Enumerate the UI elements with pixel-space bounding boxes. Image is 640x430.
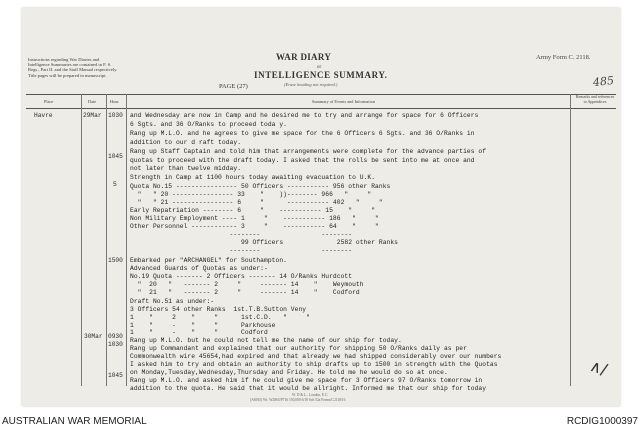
entry-hour: 1045 bbox=[108, 372, 123, 379]
summary-line: Strength in Camp at 1100 hours today awaiting evacuation to U.K. bbox=[130, 174, 376, 181]
handwritten-mark: ∧/ bbox=[587, 355, 610, 380]
entry-hour: 5 bbox=[113, 181, 117, 188]
summary-line: Rang up Commandant and explained that our authority for shipping 50 O/Ranks daily as per bbox=[130, 345, 467, 352]
summary-line: 99 Officers 2582 other Ranks bbox=[130, 239, 399, 246]
summary-line: " 20 " ------- 2 " ------- 14 " Weymouth bbox=[130, 281, 364, 288]
entry-hour: 1030 bbox=[108, 112, 123, 119]
instructions-note: Instructions regarding War Diaries and Intelligence Summaries are contained in F. S. Regs., Part II. and the Staff Manual respectively. Title pages will be prepared in manuscript. bbox=[28, 57, 118, 78]
record-id: RCDIG1000397 bbox=[566, 416, 638, 427]
summary-line: No.19 Quota ------- 2 Officers ------- 14 O/Ranks Hurdcott bbox=[130, 273, 353, 280]
entry-place: Havre bbox=[34, 112, 53, 119]
summary-line: Rang up M.L.O. and asked him if he could give me space for 3 Officers 97 O/Ranks tomorrow in bbox=[130, 377, 483, 384]
summary-line: 1 " - " " Codford bbox=[130, 329, 268, 336]
col-header-place: Place bbox=[44, 99, 54, 104]
summary-line: not later than twelve midday. bbox=[130, 165, 242, 172]
summary-line: Embarked per "ARCHANGEL" for Southampton. bbox=[130, 257, 287, 264]
printer-imprint: W. D & L., London, E.C. bbox=[292, 393, 329, 397]
summary-line: Quota No.15 ---------------- 50 Officers ----------- 956 other Ranks bbox=[130, 183, 391, 190]
summary-line: Rang up M.L.O. but he could not tell me the name of our ship for today. bbox=[130, 337, 402, 344]
entry-hour: 0930 bbox=[108, 333, 123, 340]
summary-line: Early Repatriation -------- 6 " ----------- 15 " " bbox=[130, 207, 376, 214]
page-label: PAGE (27) bbox=[219, 83, 248, 90]
title-subtitle: (Erase heading not required.) bbox=[284, 82, 338, 87]
summary-line: Rang up Staff Captain and told him that arrangements were complete for the advance parties of bbox=[130, 148, 487, 155]
summary-line: 3 Officers 54 other Ranks 1st.T.B.Sutton Veny bbox=[130, 306, 307, 313]
col-rule-remarks bbox=[570, 94, 571, 386]
entry-date: 30Mar bbox=[84, 333, 103, 340]
summary-line: 1 " - " " Parkhouse bbox=[130, 322, 276, 329]
summary-line: Draft No.51 as under:- bbox=[130, 298, 215, 305]
summary-line: addition to our d raft today. bbox=[130, 139, 242, 146]
summary-line: 1 " 2 " " 1st.C.D. " " bbox=[130, 314, 310, 321]
table-top-rule bbox=[26, 94, 616, 95]
summary-line: -------- -------- bbox=[130, 231, 353, 238]
col-rule-place bbox=[81, 94, 82, 386]
table-header-rule bbox=[26, 108, 616, 109]
summary-line: " " 21 ---------------- 6 " ----------- 402 " " bbox=[130, 199, 383, 206]
col-rule-hour bbox=[126, 94, 127, 386]
summary-line: " " 20 ---------------- 33 " ))-------- 966 " " bbox=[130, 191, 372, 198]
col-rule-date bbox=[106, 94, 107, 386]
col-header-date: Date bbox=[88, 99, 97, 104]
handwritten-page-number: 485 bbox=[592, 73, 615, 90]
entry-hour: 1500 bbox=[108, 257, 123, 264]
entry-hour: 1045 bbox=[108, 153, 123, 160]
summary-line: 6 Sgts. and 36 O/Ranks to proceed toda y. bbox=[130, 121, 287, 128]
summary-line: Other Personnel ------------ 3 " ----------- 64 " " bbox=[130, 223, 379, 230]
col-header-hour: Hour bbox=[110, 99, 119, 104]
diary-title: WAR DIARY bbox=[276, 52, 332, 62]
summary-line: Non Military Employment ---- 1 " ----------- 186 " " bbox=[130, 215, 379, 222]
printer-imprint-2: (A6935) Wt. W2865/P716 150,000 6/18 Sch 52a Forms/C2118/16 bbox=[250, 398, 346, 402]
summary-line: Rang up M.L.O. and he agrees to give me space for the 6 Officers 6 Sgts. and 36 O/Ranks in bbox=[130, 130, 475, 137]
summary-line: Advanced Guards of Quotas as under:- bbox=[130, 265, 268, 272]
summary-line: on Monday,Tuesday,Wednesday,Thursday and Friday. He told me he would do so at once. bbox=[130, 369, 448, 376]
diary-title-2: INTELLIGENCE SUMMARY. bbox=[254, 70, 388, 80]
col-header-summary: Summary of Events and Information bbox=[312, 99, 376, 104]
summary-line: I asked him to try and obtain an authority to ship drafts up to 1500 in strength with the Quotas bbox=[130, 361, 498, 368]
summary-line: and Wednesday are now in Camp and he desired me to try and arrange for space for 6 Officers bbox=[130, 112, 479, 119]
diary-page bbox=[22, 8, 620, 406]
title-or: or bbox=[317, 65, 322, 70]
caption-bar bbox=[0, 406, 640, 430]
summary-line: addition to the quota. He said that it would be allright. Informed me that our ship for today bbox=[130, 385, 487, 392]
summary-line: quotas to proceed with the draft today. I asked that the rolls be sent into me at once and bbox=[130, 157, 475, 164]
summary-line: -------- -------- bbox=[130, 247, 353, 254]
col-header-remarks: Remarks and references to Appendices bbox=[575, 94, 615, 104]
archive-name: AUSTRALIAN WAR MEMORIAL bbox=[2, 416, 147, 427]
summary-line: " 21 " ------- 2 " ------- 14 " Codford bbox=[130, 289, 360, 296]
entry-date: 29Mar bbox=[83, 112, 102, 119]
army-form-label: Army Form C. 2118. bbox=[536, 54, 591, 61]
entry-hour: 1030 bbox=[108, 341, 123, 348]
summary-line: Commonwealth wire 45654,had expired and that already we had shipped considerably over our numbers bbox=[130, 353, 502, 360]
